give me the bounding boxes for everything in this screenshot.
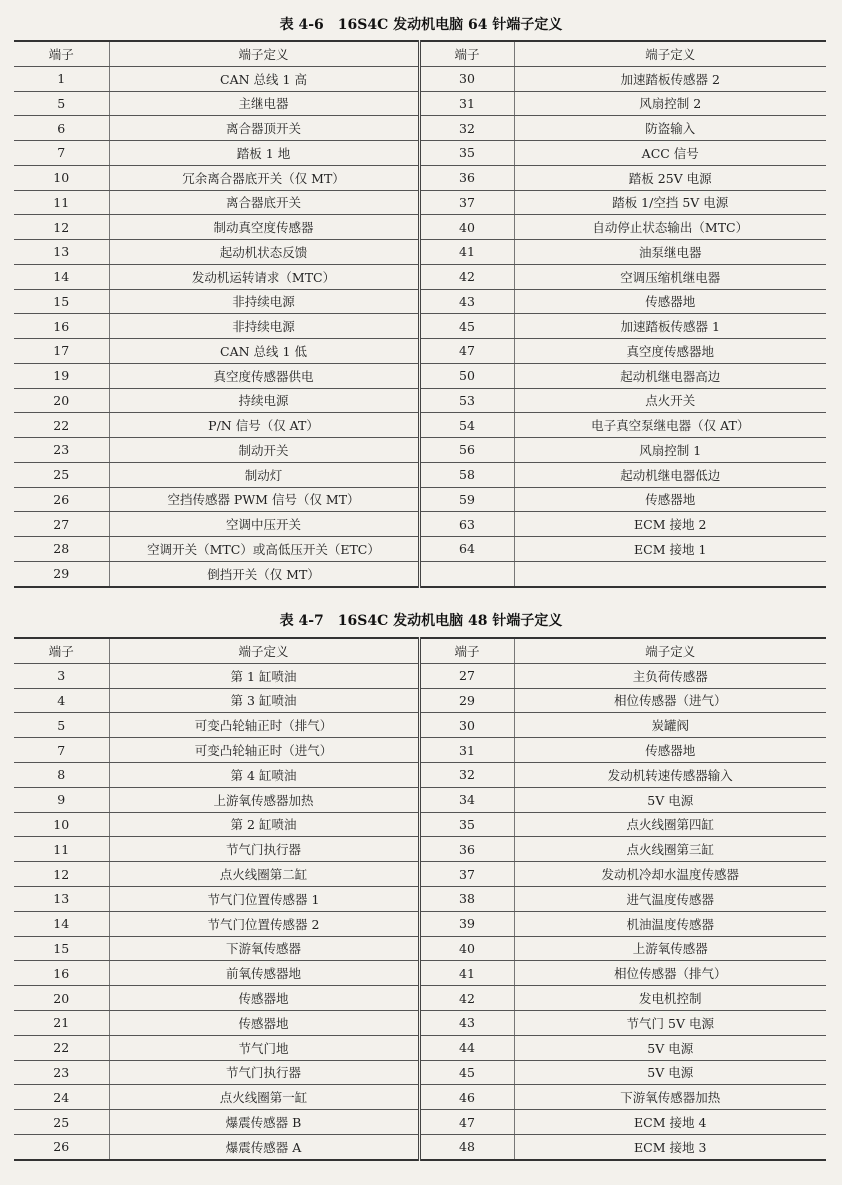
pin-number-cell: 26 xyxy=(14,1134,109,1159)
pin-definition-cell: 非持续电源 xyxy=(109,289,419,314)
pin-number-cell: 64 xyxy=(419,537,514,562)
header-pin: 端子 xyxy=(419,638,514,663)
table-title: 16S4C 发动机电脑 64 针端子定义 xyxy=(337,17,563,33)
pin-definition-cell: P/N 信号（仅 AT） xyxy=(109,413,419,438)
pin-number-cell: 56 xyxy=(419,438,514,463)
pin-number-cell: 45 xyxy=(419,1060,514,1085)
pin-definition-cell: 点火线圈第一缸 xyxy=(109,1085,419,1110)
pin-definition-cell: 真空度传感器供电 xyxy=(109,363,419,388)
pin-definition-cell: 踏板 25V 电源 xyxy=(514,165,826,190)
header-pin: 端子 xyxy=(14,41,109,66)
pin-number-cell: 23 xyxy=(14,438,109,463)
pin-number-cell: 34 xyxy=(419,787,514,812)
pin-number-cell: 31 xyxy=(419,738,514,763)
table-number: 表 4-7 xyxy=(279,613,324,629)
pin-definition-cell: 前氧传感器地 xyxy=(109,961,419,986)
pin-number-cell: 8 xyxy=(14,762,109,787)
pin-number-cell: 54 xyxy=(419,413,514,438)
pin-definition-cell: 相位传感器（排气） xyxy=(514,961,826,986)
pin-definition-cell: 冗余离合器底开关（仅 MT） xyxy=(109,165,419,190)
table-row xyxy=(14,688,826,713)
table-row xyxy=(14,837,826,862)
table-row xyxy=(14,240,826,265)
pin-definition-cell: 可变凸轮轴正时（排气） xyxy=(109,713,419,738)
pin-definition-cell: 第 1 缸喷油 xyxy=(109,663,419,688)
pin-number-cell: 13 xyxy=(14,886,109,911)
table-row xyxy=(14,512,826,537)
pin-number-cell: 27 xyxy=(14,512,109,537)
pin-definition-cell: 传感器地 xyxy=(109,986,419,1011)
pin-number-cell: 45 xyxy=(419,314,514,339)
pin-number-cell: 25 xyxy=(14,462,109,487)
pin-definition-cell: 传感器地 xyxy=(514,738,826,763)
pin-definition-cell: 上游氧传感器加热 xyxy=(109,787,419,812)
pin-number-cell: 63 xyxy=(419,512,514,537)
pin-definition-cell: CAN 总线 1 高 xyxy=(109,66,419,91)
pin-definition-cell: 节气门位置传感器 1 xyxy=(109,886,419,911)
pin-definition-cell: 发动机冷却水温度传感器 xyxy=(514,862,826,887)
pin-definition-cell: 机油温度传感器 xyxy=(514,911,826,936)
pin-definition-cell: 爆震传感器 A xyxy=(109,1134,419,1159)
pin-number-cell: 14 xyxy=(14,911,109,936)
table-row xyxy=(14,339,826,364)
table-row xyxy=(14,1134,826,1159)
pin-definition-cell: 空调中压开关 xyxy=(109,512,419,537)
pin-definition-cell: 第 4 缸喷油 xyxy=(109,762,419,787)
table-title: 16S4C 发动机电脑 48 针端子定义 xyxy=(337,613,563,629)
pin-definition-cell: 相位传感器（进气） xyxy=(514,688,826,713)
pin-number-cell: 22 xyxy=(14,1035,109,1060)
pin-number-cell: 30 xyxy=(419,713,514,738)
pin-number-cell: 47 xyxy=(419,1110,514,1135)
table-row xyxy=(14,190,826,215)
pin-definition-cell: 可变凸轮轴正时（进气） xyxy=(109,738,419,763)
pin-number-cell: 53 xyxy=(419,388,514,413)
table-row xyxy=(14,986,826,1011)
table-header-row xyxy=(14,638,826,663)
pin-number-cell: 36 xyxy=(419,165,514,190)
table-row xyxy=(14,886,826,911)
table-row xyxy=(14,762,826,787)
pin-definition-cell: 离合器顶开关 xyxy=(109,116,419,141)
header-definition: 端子定义 xyxy=(109,41,419,66)
pin-number-cell: 32 xyxy=(419,116,514,141)
pin-definition-cell: 发动机转速传感器输入 xyxy=(514,762,826,787)
table-row xyxy=(14,1110,826,1135)
table-row xyxy=(14,1035,826,1060)
pin-number-cell: 9 xyxy=(14,787,109,812)
table-row xyxy=(14,561,826,586)
header-definition: 端子定义 xyxy=(514,638,826,663)
pin-definition-cell: ECM 接地 2 xyxy=(514,512,826,537)
pin-definition-cell: 真空度传感器地 xyxy=(514,339,826,364)
pin-definition-cell: 发动机运转请求（MTC） xyxy=(109,264,419,289)
pin-number-cell: 6 xyxy=(14,116,109,141)
table-row xyxy=(14,961,826,986)
pin-definition-cell: ECM 接地 4 xyxy=(514,1110,826,1135)
pin-definition-cell: 自动停止状态输出（MTC） xyxy=(514,215,826,240)
table-4-6-caption xyxy=(0,14,842,34)
pin-definition-cell: 下游氧传感器 xyxy=(109,936,419,961)
pin-definition-cell: CAN 总线 1 低 xyxy=(109,339,419,364)
pin-definition-cell: 节气门执行器 xyxy=(109,1060,419,1085)
pin-definition-cell: 风扇控制 2 xyxy=(514,91,826,116)
pin-definition-cell: 起动机状态反馈 xyxy=(109,240,419,265)
pin-number-cell: 13 xyxy=(14,240,109,265)
pin-definition-cell: 空挡传感器 PWM 信号（仅 MT） xyxy=(109,487,419,512)
pin-number-cell: 37 xyxy=(419,190,514,215)
pin-number-cell: 16 xyxy=(14,314,109,339)
pin-definition-cell: 防盗输入 xyxy=(514,116,826,141)
pin-number-cell: 43 xyxy=(419,1010,514,1035)
pin-number-cell: 37 xyxy=(419,862,514,887)
pin-definition-cell: 点火开关 xyxy=(514,388,826,413)
table-row xyxy=(14,1085,826,1110)
table-row xyxy=(14,66,826,91)
pin-definition-cell: 风扇控制 1 xyxy=(514,438,826,463)
pin-number-cell: 11 xyxy=(14,837,109,862)
pin-definition-cell: ECM 接地 3 xyxy=(514,1134,826,1159)
table-row xyxy=(14,911,826,936)
pin-number-cell: 35 xyxy=(419,141,514,166)
header-definition: 端子定义 xyxy=(109,638,419,663)
pin-table-48 xyxy=(14,637,826,1161)
pin-number-cell: 58 xyxy=(419,462,514,487)
pin-number-cell: 59 xyxy=(419,487,514,512)
table-number: 表 4-6 xyxy=(279,17,324,33)
table-row xyxy=(14,787,826,812)
pin-number-cell: 41 xyxy=(419,240,514,265)
pin-number-cell: 22 xyxy=(14,413,109,438)
table-row xyxy=(14,141,826,166)
table-row xyxy=(14,537,826,562)
table-row xyxy=(14,713,826,738)
table-row xyxy=(14,487,826,512)
table-4-7-caption xyxy=(0,610,842,630)
pin-definition-cell: 加速踏板传感器 1 xyxy=(514,314,826,339)
pin-definition-cell: 踏板 1/空挡 5V 电源 xyxy=(514,190,826,215)
pin-definition-cell: 5V 电源 xyxy=(514,787,826,812)
table-row xyxy=(14,215,826,240)
pin-definition-cell: 起动机继电器高边 xyxy=(514,363,826,388)
pin-definition-cell: 空调开关（MTC）或高低压开关（ETC） xyxy=(109,537,419,562)
pin-definition-cell: 传感器地 xyxy=(514,487,826,512)
pin-number-cell: 10 xyxy=(14,812,109,837)
pin-definition-cell: 5V 电源 xyxy=(514,1035,826,1060)
pin-definition-cell: 踏板 1 地 xyxy=(109,141,419,166)
pin-number-cell: 7 xyxy=(14,738,109,763)
pin-number-cell: 15 xyxy=(14,289,109,314)
pin-number-cell: 11 xyxy=(14,190,109,215)
pin-number-cell: 17 xyxy=(14,339,109,364)
pin-definition-cell: 进气温度传感器 xyxy=(514,886,826,911)
pin-number-cell: 14 xyxy=(14,264,109,289)
table-row xyxy=(14,1010,826,1035)
pin-number-cell: 31 xyxy=(419,91,514,116)
pin-definition-cell: 主继电器 xyxy=(109,91,419,116)
pin-definition-cell: 炭罐阀 xyxy=(514,713,826,738)
pin-number-cell: 3 xyxy=(14,663,109,688)
pin-definition-cell: 传感器地 xyxy=(514,289,826,314)
pin-definition-cell: 点火线圈第二缸 xyxy=(109,862,419,887)
pin-number-cell: 26 xyxy=(14,487,109,512)
pin-number-cell: 10 xyxy=(14,165,109,190)
pin-number-cell: 29 xyxy=(419,688,514,713)
pin-definition-cell: 节气门 5V 电源 xyxy=(514,1010,826,1035)
header-pin: 端子 xyxy=(419,41,514,66)
table-row xyxy=(14,91,826,116)
pin-number-cell: 19 xyxy=(14,363,109,388)
pin-definition-cell: 起动机继电器低边 xyxy=(514,462,826,487)
pin-number-cell: 12 xyxy=(14,862,109,887)
table-row xyxy=(14,314,826,339)
table-row xyxy=(14,363,826,388)
pin-definition-cell xyxy=(514,561,826,586)
pin-number-cell: 46 xyxy=(419,1085,514,1110)
table-row xyxy=(14,289,826,314)
table-row xyxy=(14,413,826,438)
pin-number-cell: 15 xyxy=(14,936,109,961)
pin-number-cell: 5 xyxy=(14,713,109,738)
pin-definition-cell: 爆震传感器 B xyxy=(109,1110,419,1135)
pin-number-cell: 42 xyxy=(419,264,514,289)
pin-definition-cell: 加速踏板传感器 2 xyxy=(514,66,826,91)
pin-definition-cell: 非持续电源 xyxy=(109,314,419,339)
pin-number-cell: 12 xyxy=(14,215,109,240)
pin-number-cell: 47 xyxy=(419,339,514,364)
pin-number-cell xyxy=(419,561,514,586)
pin-definition-cell: 节气门执行器 xyxy=(109,837,419,862)
pin-number-cell: 5 xyxy=(14,91,109,116)
pin-number-cell: 16 xyxy=(14,961,109,986)
pin-number-cell: 27 xyxy=(419,663,514,688)
pin-definition-cell: 节气门位置传感器 2 xyxy=(109,911,419,936)
pin-number-cell: 21 xyxy=(14,1010,109,1035)
table-header-row xyxy=(14,41,826,66)
pin-number-cell: 44 xyxy=(419,1035,514,1060)
pin-number-cell: 24 xyxy=(14,1085,109,1110)
pin-definition-cell: 上游氧传感器 xyxy=(514,936,826,961)
pin-number-cell: 50 xyxy=(419,363,514,388)
pin-definition-cell: 第 2 缸喷油 xyxy=(109,812,419,837)
table-row xyxy=(14,264,826,289)
table-row xyxy=(14,462,826,487)
pin-definition-cell: 主负荷传感器 xyxy=(514,663,826,688)
pin-definition-cell: 5V 电源 xyxy=(514,1060,826,1085)
pin-definition-cell: 油泵继电器 xyxy=(514,240,826,265)
pin-definition-cell: 制动开关 xyxy=(109,438,419,463)
pin-number-cell: 1 xyxy=(14,66,109,91)
pin-definition-cell: 发电机控制 xyxy=(514,986,826,1011)
pin-definition-cell: ECM 接地 1 xyxy=(514,537,826,562)
pin-definition-cell: 制动灯 xyxy=(109,462,419,487)
table-row xyxy=(14,862,826,887)
pin-number-cell: 35 xyxy=(419,812,514,837)
pin-definition-cell: 倒挡开关（仅 MT） xyxy=(109,561,419,586)
pin-definition-cell: 第 3 缸喷油 xyxy=(109,688,419,713)
pin-number-cell: 40 xyxy=(419,215,514,240)
pin-number-cell: 28 xyxy=(14,537,109,562)
pin-definition-cell: 持续电源 xyxy=(109,388,419,413)
pin-table-64 xyxy=(14,40,826,588)
pin-number-cell: 29 xyxy=(14,561,109,586)
pin-number-cell: 36 xyxy=(419,837,514,862)
table-row xyxy=(14,388,826,413)
table-row xyxy=(14,165,826,190)
pin-number-cell: 30 xyxy=(419,66,514,91)
table-row xyxy=(14,663,826,688)
header-pin: 端子 xyxy=(14,638,109,663)
table-row xyxy=(14,438,826,463)
pin-number-cell: 23 xyxy=(14,1060,109,1085)
header-definition: 端子定义 xyxy=(514,41,826,66)
table-row xyxy=(14,738,826,763)
pin-number-cell: 20 xyxy=(14,986,109,1011)
pin-number-cell: 40 xyxy=(419,936,514,961)
pin-number-cell: 39 xyxy=(419,911,514,936)
pin-definition-cell: 制动真空度传感器 xyxy=(109,215,419,240)
table-row xyxy=(14,812,826,837)
pin-number-cell: 48 xyxy=(419,1134,514,1159)
pin-definition-cell: 点火线圈第四缸 xyxy=(514,812,826,837)
pin-definition-cell: 电子真空泵继电器（仅 AT） xyxy=(514,413,826,438)
table-row xyxy=(14,116,826,141)
pin-number-cell: 42 xyxy=(419,986,514,1011)
table-row xyxy=(14,1060,826,1085)
pin-number-cell: 4 xyxy=(14,688,109,713)
pin-definition-cell: 节气门地 xyxy=(109,1035,419,1060)
pin-number-cell: 25 xyxy=(14,1110,109,1135)
pin-definition-cell: 点火线圈第三缸 xyxy=(514,837,826,862)
pin-number-cell: 38 xyxy=(419,886,514,911)
pin-definition-cell: 离合器底开关 xyxy=(109,190,419,215)
pin-definition-cell: 下游氧传感器加热 xyxy=(514,1085,826,1110)
pin-number-cell: 20 xyxy=(14,388,109,413)
pin-definition-cell: 空调压缩机继电器 xyxy=(514,264,826,289)
pin-number-cell: 43 xyxy=(419,289,514,314)
pin-definition-cell: 传感器地 xyxy=(109,1010,419,1035)
pin-number-cell: 32 xyxy=(419,762,514,787)
pin-definition-cell: ACC 信号 xyxy=(514,141,826,166)
pin-number-cell: 41 xyxy=(419,961,514,986)
table-row xyxy=(14,936,826,961)
pin-number-cell: 7 xyxy=(14,141,109,166)
